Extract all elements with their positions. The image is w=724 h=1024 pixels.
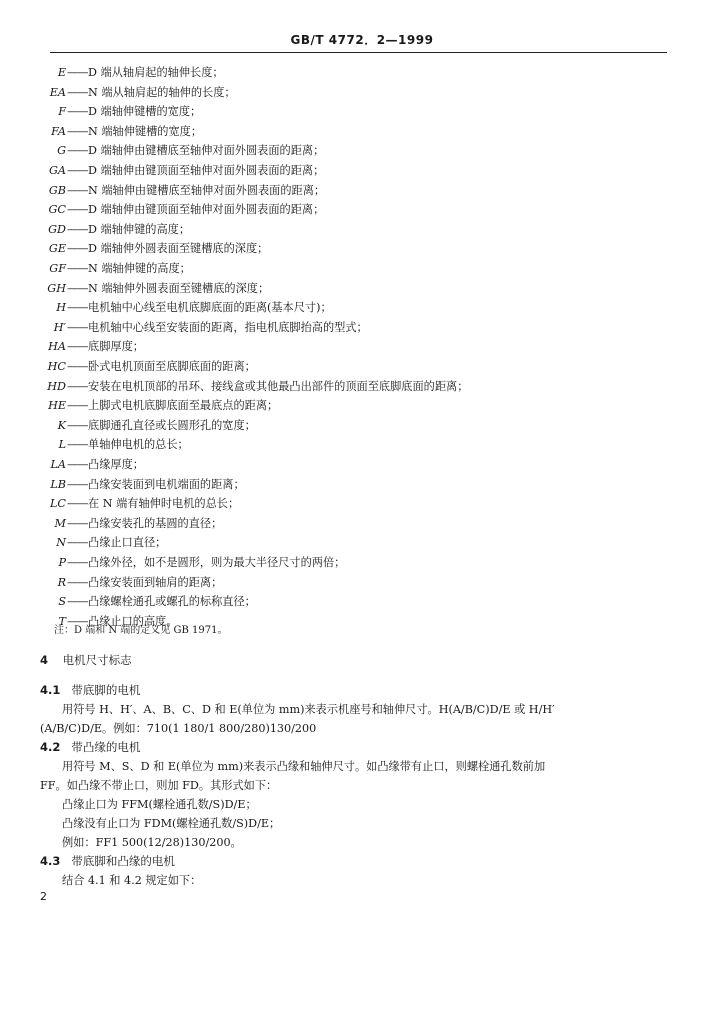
definition-symbol: HC	[47, 360, 66, 373]
definition-text: N 端从轴肩起的轴伸的长度；	[88, 85, 236, 99]
paragraph-line: 凸缘没有止口为 FDM(螺栓通孔数/S)D/E；	[62, 817, 281, 830]
definition-symbol: P	[58, 556, 66, 569]
definition-dash: ——	[67, 105, 88, 119]
definition-text: 凸缘厚度；	[88, 458, 144, 471]
section-title: 带底脚和凸缘的电机	[71, 854, 175, 868]
definition-text: 单轴伸电机的总长；	[88, 438, 189, 452]
definition-dash: ——	[67, 595, 88, 609]
section-number: 4.3	[40, 854, 61, 868]
definition-text: D 端轴伸由键顶面至轴伸对面外圆表面的距离；	[88, 164, 325, 177]
definition-dash: ——	[67, 556, 88, 569]
section-4-3-heading	[40, 853, 175, 869]
definition-symbol: H	[56, 301, 66, 315]
paragraph-line: 结合 4.1 和 4.2 规定如下：	[62, 874, 202, 887]
definition-dash: ——	[67, 340, 88, 354]
definition-dash: ——	[67, 262, 88, 275]
definition-dash: ——	[67, 85, 88, 99]
definition-text: 凸缘安装面到电机端面的距离；	[88, 477, 245, 491]
definition-dash: ——	[67, 301, 88, 315]
definition-text: 凸缘止口的高度。	[88, 614, 178, 628]
definition-dash: ——	[67, 516, 88, 530]
definition-text: 底脚厚度；	[88, 340, 144, 354]
definition-text: D 端轴伸由键顶面至轴伸对面外圆表面的距离；	[88, 203, 325, 217]
definition-dash: ——	[67, 399, 88, 413]
definition-dash: ——	[67, 360, 88, 373]
definition-text: D 端轴伸键的高度；	[88, 222, 191, 236]
definition-text: 在 N 端有轴伸时电机的总长；	[88, 497, 240, 511]
paragraph-line: 用符号 M、S、D 和 E(单位为 mm)来表示凸缘和轴伸尺寸。如凸缘带有止口，则螺栓通孔数前加	[62, 760, 546, 773]
definition-dash: ——	[67, 536, 88, 550]
definition-dash: ——	[67, 203, 88, 217]
definition-symbol: T	[58, 614, 66, 628]
definition-symbol: GA	[48, 164, 66, 177]
definition-text: D 端轴伸由键槽底至轴伸对面外圆表面的距离；	[88, 144, 325, 158]
definition-text: N 端轴伸外圆表面至键槽底的深度；	[88, 281, 270, 295]
definition-symbol: S	[58, 595, 66, 609]
section-number: 4.2	[40, 740, 61, 754]
definition-symbol: F	[58, 105, 66, 119]
definition-symbol: FA	[51, 124, 66, 138]
definition-symbol: GD	[48, 222, 66, 236]
definition-dash: ——	[67, 458, 88, 471]
definition-text: N 端轴伸键槽的宽度；	[88, 124, 203, 138]
definition-symbol: GE	[48, 242, 66, 256]
definition-symbol: GF	[49, 262, 66, 275]
definition-symbol: GH	[47, 281, 66, 295]
definition-symbol: H′	[53, 320, 66, 334]
definition-text: 安装在电机顶部的吊环、接线盒或其他最凸出部件的顶面至底脚底面的距离；	[88, 379, 469, 393]
definition-symbol: LC	[50, 497, 66, 511]
definition-dash: ——	[67, 242, 88, 256]
paragraph-line: 凸缘止口为 FFM(螺栓通孔数/S)D/E；	[62, 798, 257, 811]
paragraph-line: 用符号 H、H′、A、B、C、D 和 E(单位为 mm)来表示机座号和轴伸尺寸。H(A/B/C)D/E 或 H/H′	[62, 703, 555, 716]
definition-dash: ——	[67, 418, 88, 432]
definition-symbol: GC	[48, 203, 66, 217]
definition-symbol: K	[57, 418, 66, 432]
definition-symbol: EA	[49, 85, 66, 99]
definition-text: D 端轴伸键槽的宽度；	[88, 105, 202, 119]
section-number: 4.1	[40, 683, 61, 697]
definition-symbol: LB	[50, 477, 66, 491]
definition-dash: ——	[67, 497, 88, 511]
definition-symbol: HD	[47, 379, 66, 393]
section-4-heading	[40, 652, 132, 668]
definition-symbol: N	[56, 536, 66, 550]
definition-text: 电机轴中心线至电机底脚底面的距离(基本尺寸)；	[88, 301, 332, 315]
section-4-2-heading	[40, 739, 140, 755]
definition-dash: ——	[67, 477, 88, 491]
definition-dash: ——	[67, 438, 88, 452]
section-title: 带底脚的电机	[71, 683, 141, 697]
definition-dash: ——	[67, 66, 88, 79]
definition-symbol: GB	[48, 183, 66, 197]
definition-symbol: E	[57, 66, 66, 79]
definition-text: 上脚式电机底脚底面至最底点的距离；	[88, 399, 279, 413]
definition-text: 凸缘安装面到轴肩的距离；	[88, 575, 223, 589]
section-title: 电机尺寸标志	[62, 653, 132, 667]
definition-dash: ——	[67, 281, 88, 295]
definition-symbol: M	[54, 516, 66, 530]
definition-text: D 端轴伸外圆表面至键槽底的深度；	[88, 242, 269, 256]
definition-dash: ——	[67, 379, 88, 393]
definition-text: 底脚通孔直径或长圆形孔的宽度；	[88, 418, 256, 432]
definition-dash: ——	[67, 183, 88, 197]
definition-dash: ——	[67, 124, 88, 138]
definition-symbol: LA	[50, 458, 66, 471]
definition-text: N 端轴伸键的高度；	[88, 262, 191, 275]
section-4-1-heading	[40, 682, 140, 698]
paragraph-line: (A/B/C)D/E。例如：710(1 180/1 800/280)130/200	[40, 722, 317, 735]
definition-text: 凸缘安装孔的基圆的直径；	[88, 516, 223, 530]
page-header: GB/T 4772．2—1999	[290, 33, 434, 47]
definition-symbol: R	[57, 575, 66, 589]
paragraph-line: 例如：FF1 500(12/28)130/200。	[62, 836, 242, 849]
definition-symbol: HE	[48, 399, 66, 413]
note: 注：D 端和 N 端的定义见 GB 1971。	[54, 625, 228, 636]
definition-dash: ——	[67, 222, 88, 236]
definition-dash: ——	[67, 144, 88, 158]
definition-dash: ——	[67, 164, 88, 177]
definition-symbol: HA	[48, 340, 66, 354]
definition-text: N 端轴伸由键槽底至轴伸对面外圆表面的距离；	[88, 183, 326, 197]
definition-text: 卧式电机顶面至底脚底面的距离；	[88, 360, 256, 373]
definition-dash: ——	[67, 320, 88, 334]
section-number: 4	[40, 653, 49, 667]
page-number: 2	[40, 890, 47, 903]
definition-text: 凸缘螺栓通孔或螺孔的标称直径；	[88, 595, 256, 609]
section-title: 带凸缘的电机	[71, 740, 141, 754]
header-rule	[50, 52, 667, 53]
definition-symbol: G	[57, 144, 66, 158]
definition-text: D 端从轴肩起的轴伸长度；	[88, 66, 224, 79]
definition-symbol: L	[58, 438, 66, 452]
definition-dash: ——	[67, 614, 88, 628]
paragraph-line: FF。如凸缘不带止口，则加 FD。其形式如下：	[40, 779, 278, 792]
definition-text: 电机轴中心线至安装面的距离，指电机底脚抬高的型式；	[88, 320, 368, 334]
definition-text: 凸缘止口直径；	[88, 536, 167, 550]
definition-text: 凸缘外径，如不是圆形，则为最大半径尺寸的两倍；	[88, 556, 346, 569]
definition-dash: ——	[67, 575, 88, 589]
